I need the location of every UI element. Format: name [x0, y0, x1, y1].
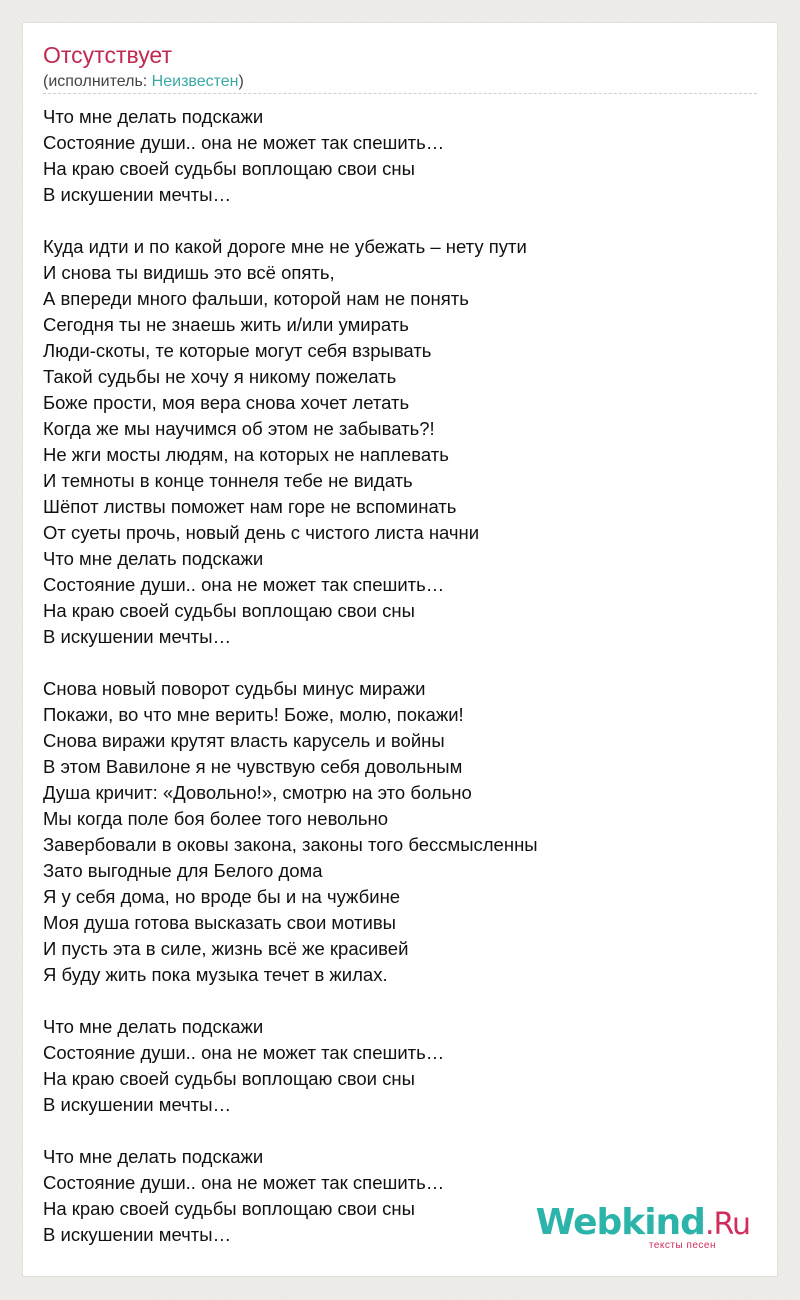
lyric-line: Покажи, во что мне верить! Боже, молю, покажи! [43, 704, 464, 725]
lyric-line: Моя душа готова высказать свои мотивы [43, 912, 396, 933]
stanza-break [43, 988, 757, 1014]
lyric-line: Шёпот листвы поможет нам горе не вспоминать [43, 496, 457, 517]
lyric-line: В искушении мечты… [43, 626, 232, 647]
lyric-line: В этом Вавилоне я не чувствую себя довольным [43, 756, 463, 777]
lyric-line: Я у себя дома, но вроде бы и на чужбине [43, 886, 401, 907]
lyric-line: На краю своей судьбы воплощаю свои сны [43, 600, 415, 621]
artist-suffix: ) [238, 73, 244, 90]
lyric-line: Состояние души.. она не может так спешить… [43, 1042, 445, 1063]
logo-wordmark [536, 1202, 750, 1246]
lyric-line: В искушении мечты… [43, 1094, 232, 1115]
lyric-line: Что мне делать подскажи [43, 548, 264, 569]
lyric-line: Такой судьбы не хочу я никому пожелать [43, 366, 397, 387]
lyric-line: На краю своей судьбы воплощаю свои сны [43, 158, 415, 179]
lyric-line: Что мне делать подскажи [43, 1146, 264, 1167]
lyric-line: Мы когда поле боя более того невольно [43, 808, 389, 829]
lyric-line: Снова новый поворот судьбы минус миражи [43, 678, 426, 699]
lyric-line: Что мне делать подскажи [43, 1016, 264, 1037]
logo-tld: .Ru [704, 1207, 750, 1242]
lyric-line: От суеты прочь, новый день с чистого листа начни [43, 522, 480, 543]
lyric-line: Куда идти и по какой дороге мне не убежать – нету пути [43, 236, 527, 257]
lyric-line: На краю своей судьбы воплощаю свои сны [43, 1068, 415, 1089]
lyric-line: Я буду жить пока музыка течет в жилах. [43, 964, 388, 985]
site-logo[interactable] [535, 1202, 750, 1252]
lyric-line: Люди-скоты, те которые могут себя взрывать [43, 340, 432, 361]
artist-prefix: (исполнитель: [43, 73, 152, 90]
lyric-line: И темноты в конце тоннеля тебе не видать [43, 470, 413, 491]
lyric-line: Сегодня ты не знаешь жить и/или умирать [43, 314, 409, 335]
lyric-line: Когда же мы научимся об этом не забывать?! [43, 418, 435, 439]
lyric-line: Снова виражи крутят власть карусель и войны [43, 730, 445, 751]
lyric-line: А впереди много фальши, которой нам не понять [43, 288, 469, 309]
artist-link[interactable]: Неизвестен [151, 73, 239, 90]
lyric-line: Состояние души.. она не может так спешить… [43, 574, 445, 595]
lyric-line: Боже прости, моя вера снова хочет летать [43, 392, 410, 413]
lyric-line: Состояние души.. она не может так спешить… [43, 1172, 445, 1193]
logo-word: Webkind [535, 1202, 705, 1243]
lyric-line: Зато выгодные для Белого дома [43, 860, 323, 881]
stanza-break [43, 650, 757, 676]
stanza-break [43, 1118, 757, 1144]
lyric-line: Не жги мосты людям, на которых не наплевать [43, 444, 449, 465]
song-title: Отсутствует [43, 42, 172, 68]
artist-line [43, 72, 244, 92]
stanza-break [43, 208, 757, 234]
lyrics-body [43, 104, 757, 1248]
lyric-line: Душа кричит: «Довольно!», смотрю на это больно [43, 782, 472, 803]
lyric-line: Состояние души.. она не может так спешить… [43, 132, 445, 153]
lyric-line: Что мне делать подскажи [43, 106, 264, 127]
lyric-line: И снова ты видишь это всё опять, [43, 262, 335, 283]
lyrics-card [22, 22, 778, 1277]
header-divider [43, 93, 757, 94]
logo-tagline: тексты песен [648, 1240, 716, 1251]
lyric-line: На краю своей судьбы воплощаю свои сны [43, 1198, 415, 1219]
lyric-line: И пусть эта в силе, жизнь всё же красивей [43, 938, 409, 959]
lyric-line: В искушении мечты… [43, 1224, 232, 1245]
lyric-line: В искушении мечты… [43, 184, 232, 205]
lyric-line: Завербовали в оковы закона, законы того бессмысленны [43, 834, 538, 855]
